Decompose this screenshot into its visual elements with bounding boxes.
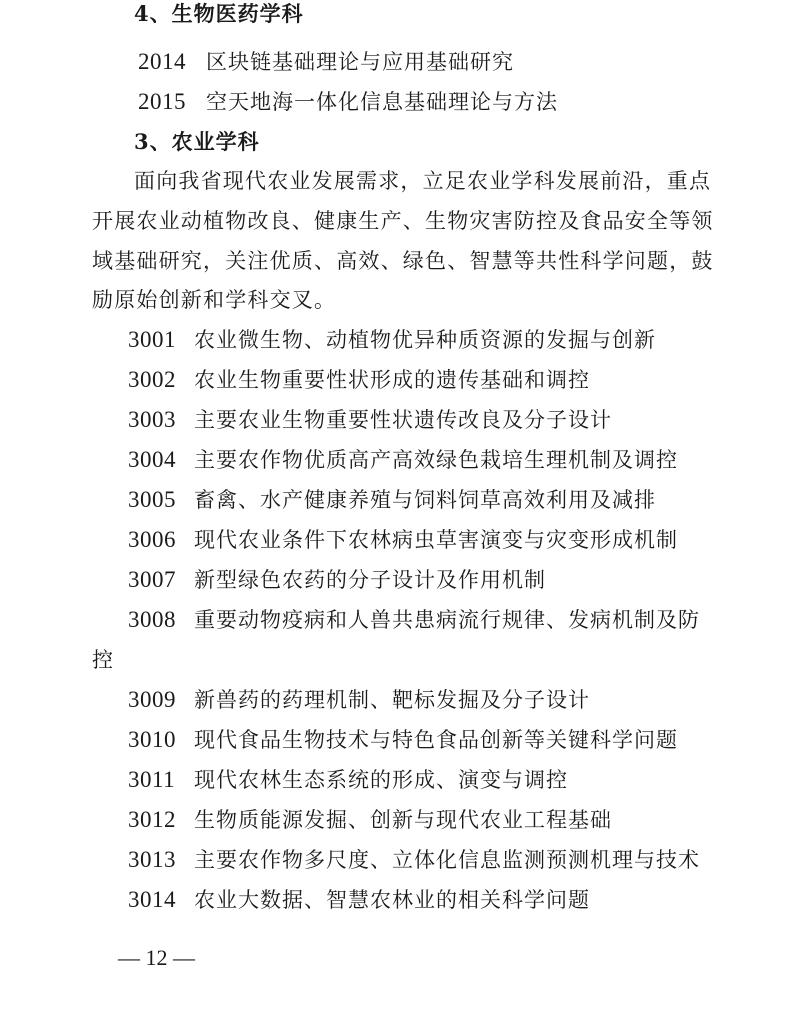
topic-item (128, 326, 656, 355)
topic-item (128, 766, 568, 795)
topic-item (138, 88, 558, 117)
topic-title: 空天地海一体化信息基础理论与方法 (206, 90, 558, 114)
section-heading (134, 0, 304, 29)
topic-title: 现代农林生态系统的形成、演变与调控 (194, 768, 568, 792)
paragraph-text: 开展农业动植物改良、健康生产、生物灾害防控及食品安全等领 (92, 209, 714, 233)
topic-item (128, 686, 590, 715)
topic-title: 区块链基础理论与应用基础研究 (206, 50, 514, 74)
intro-paragraph-line (134, 167, 711, 196)
topic-item (128, 886, 590, 915)
topic-title: 重要动物疫病和人兽共患病流行规律、发病机制及防 (194, 608, 700, 632)
topic-title: 现代农业条件下农林病虫草害演变与灾变形成机制 (194, 528, 678, 552)
topic-code: 3008 (128, 607, 176, 632)
topic-item (128, 366, 590, 395)
topic-item (128, 446, 678, 475)
paragraph-text: 面向我省现代农业发展需求，立足农业学科发展前沿，重点 (134, 169, 712, 193)
topic-code: 2014 (138, 49, 186, 74)
topic-item-continuation (92, 646, 114, 675)
topic-title-continuation: 控 (92, 648, 114, 672)
intro-paragraph-line (92, 247, 714, 276)
topic-code: 3013 (128, 847, 176, 872)
topic-title: 农业大数据、智慧农林业的相关科学问题 (194, 888, 590, 912)
topic-code: 2015 (138, 89, 186, 114)
topic-code: 3014 (128, 887, 176, 912)
section-heading-text: 4、生物医药学科 (134, 1, 304, 26)
topic-item (128, 406, 612, 435)
topic-code: 3012 (128, 807, 176, 832)
section-heading (134, 128, 260, 157)
topic-item (128, 486, 656, 515)
topic-item (128, 566, 546, 595)
topic-title: 现代食品生物技术与特色食品创新等关键科学问题 (194, 728, 678, 752)
section-heading-text: 3、农业学科 (134, 129, 260, 154)
topic-code: 3010 (128, 727, 176, 752)
topic-item (128, 606, 700, 635)
topic-title: 主要农作物多尺度、立体化信息监测预测机理与技术 (194, 848, 700, 872)
paragraph-text: 励原始创新和学科交叉。 (92, 288, 337, 312)
intro-paragraph-line (92, 286, 336, 315)
topic-item (128, 726, 678, 755)
topic-title: 农业微生物、动植物优异种质资源的发掘与创新 (194, 328, 656, 352)
paragraph-text: 域基础研究，关注优质、高效、绿色、智慧等共性科学问题，鼓 (92, 249, 714, 273)
topic-title: 农业生物重要性状形成的遗传基础和调控 (194, 368, 590, 392)
topic-title: 主要农业生物重要性状遗传改良及分子设计 (194, 408, 612, 432)
topic-title: 新兽药的药理机制、靶标发掘及分子设计 (194, 688, 590, 712)
topic-title: 生物质能源发掘、创新与现代农业工程基础 (194, 808, 612, 832)
topic-item (138, 48, 514, 77)
topic-code: 3002 (128, 367, 176, 392)
topic-code: 3004 (128, 447, 176, 472)
topic-item (128, 846, 700, 875)
page-number: — 12 — (118, 945, 195, 970)
topic-title: 主要农作物优质高产高效绿色栽培生理机制及调控 (194, 448, 678, 472)
topic-title: 畜禽、水产健康养殖与饲料饲草高效利用及减排 (194, 488, 656, 512)
intro-paragraph-line (92, 207, 714, 236)
topic-code: 3011 (128, 767, 176, 792)
topic-code: 3003 (128, 407, 176, 432)
topic-code: 3007 (128, 567, 176, 592)
topic-code: 3006 (128, 527, 176, 552)
topic-code: 3001 (128, 327, 176, 352)
topic-code: 3005 (128, 487, 176, 512)
topic-item (128, 806, 612, 835)
topic-code: 3009 (128, 687, 176, 712)
topic-item (128, 526, 678, 555)
topic-title: 新型绿色农药的分子设计及作用机制 (194, 568, 546, 592)
